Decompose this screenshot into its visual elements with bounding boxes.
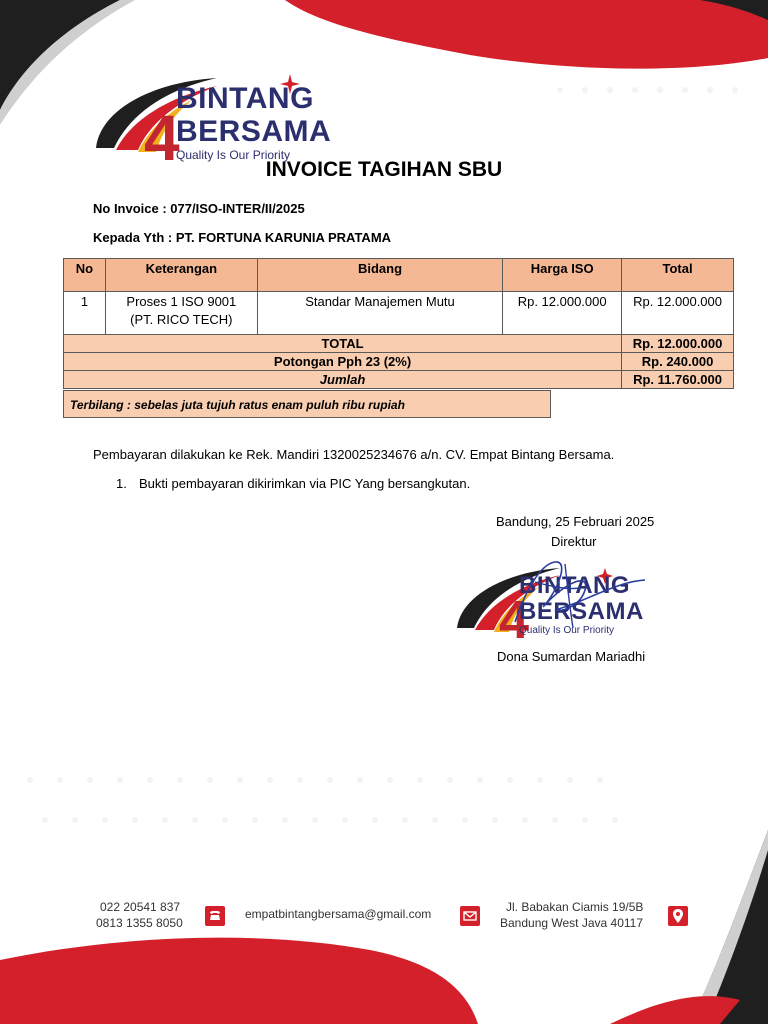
stamp-word-bersama: BERSAMA (519, 598, 644, 625)
location-pin-icon (668, 906, 688, 926)
list-number: 1. (116, 476, 127, 491)
cell-no: 1 (64, 292, 106, 335)
bottom-red-swoosh (0, 938, 478, 1024)
header-keterangan: Keterangan (105, 259, 257, 292)
summary-value: Rp. 12.000.000 (622, 335, 734, 353)
invoice-title: INVOICE TAGIHAN SBU (265, 158, 503, 181)
logo-number: 4 (144, 102, 180, 165)
footer-email[interactable]: empatbintangbersama@gmail.com (245, 907, 432, 921)
cell-bidang: Standar Manajemen Mutu (257, 292, 503, 335)
payment-instruction: Pembayaran dilakukan ke Rek. Mandiri 1320025234676 a/n. CV. Empat Bintang Bersama. (93, 447, 615, 462)
signature-position: Direktur (551, 534, 597, 549)
list-item: Bukti pembayaran dikirimkan via PIC Yang bersangkutan. (139, 476, 471, 491)
table-header-row (64, 259, 734, 292)
footer-phone-2: 0813 1355 8050 (96, 916, 183, 930)
summary-row-total (64, 335, 734, 353)
summary-label: Jumlah (64, 371, 622, 389)
summary-label: TOTAL (64, 335, 622, 353)
cell-keterangan (105, 292, 257, 335)
cell-keterangan-line1: Proses 1 ISO 9001 (126, 294, 237, 309)
mail-icon (460, 906, 480, 926)
top-right-red-swoosh (285, 0, 768, 69)
header-bidang: Bidang (257, 259, 503, 292)
summary-value: Rp. 240.000 (622, 353, 734, 371)
footer-address-2: Bandung West Java 40117 (500, 916, 643, 930)
signature-place-date: Bandung, 25 Februari 2025 (496, 514, 655, 529)
logo-word-bintang: BINTANG (176, 82, 314, 115)
logo-word-bersama: BERSAMA (176, 115, 332, 148)
summary-label: Potongan Pph 23 (2%) (64, 353, 622, 371)
invoice-table (63, 258, 734, 389)
recipient: Kepada Yth : PT. FORTUNA KARUNIA PRATAMA (93, 230, 392, 245)
summary-value: Rp. 11.760.000 (622, 371, 734, 389)
table-row (64, 292, 734, 335)
logo-tagline: Quality Is Our Priority (176, 148, 291, 162)
header-no: No (64, 259, 106, 292)
header-harga-iso: Harga ISO (503, 259, 622, 292)
summary-row-jumlah (64, 371, 734, 389)
terbilang-box: Terbilang : sebelas juta tujuh ratus enam puluh ribu rupiah (63, 390, 551, 418)
stamp-word-bintang: BINTANG (519, 572, 631, 599)
handwritten-signature (495, 552, 655, 637)
header-logo (92, 70, 332, 165)
stamp-tagline: Quality Is Our Priority (519, 625, 615, 636)
bottom-right-red-swoosh (610, 996, 740, 1024)
bottom-right-dark-swoosh (690, 830, 768, 1024)
footer-phone-1: 022 20541 837 (100, 900, 181, 914)
signatory-name: Dona Sumardan Mariadhi (497, 649, 646, 664)
cell-keterangan-line2: (PT. RICO TECH) (130, 312, 233, 327)
footer-address-1: Jl. Babakan Ciamis 19/5B (506, 900, 644, 914)
cell-harga: Rp. 12.000.000 (503, 292, 622, 335)
invoice-number: No Invoice : 077/ISO-INTER/II/2025 (93, 201, 305, 216)
stamp-number: 4 (499, 590, 530, 642)
header-total: Total (622, 259, 734, 292)
phone-icon (205, 906, 225, 926)
cell-total: Rp. 12.000.000 (622, 292, 734, 335)
summary-row-pph (64, 353, 734, 371)
